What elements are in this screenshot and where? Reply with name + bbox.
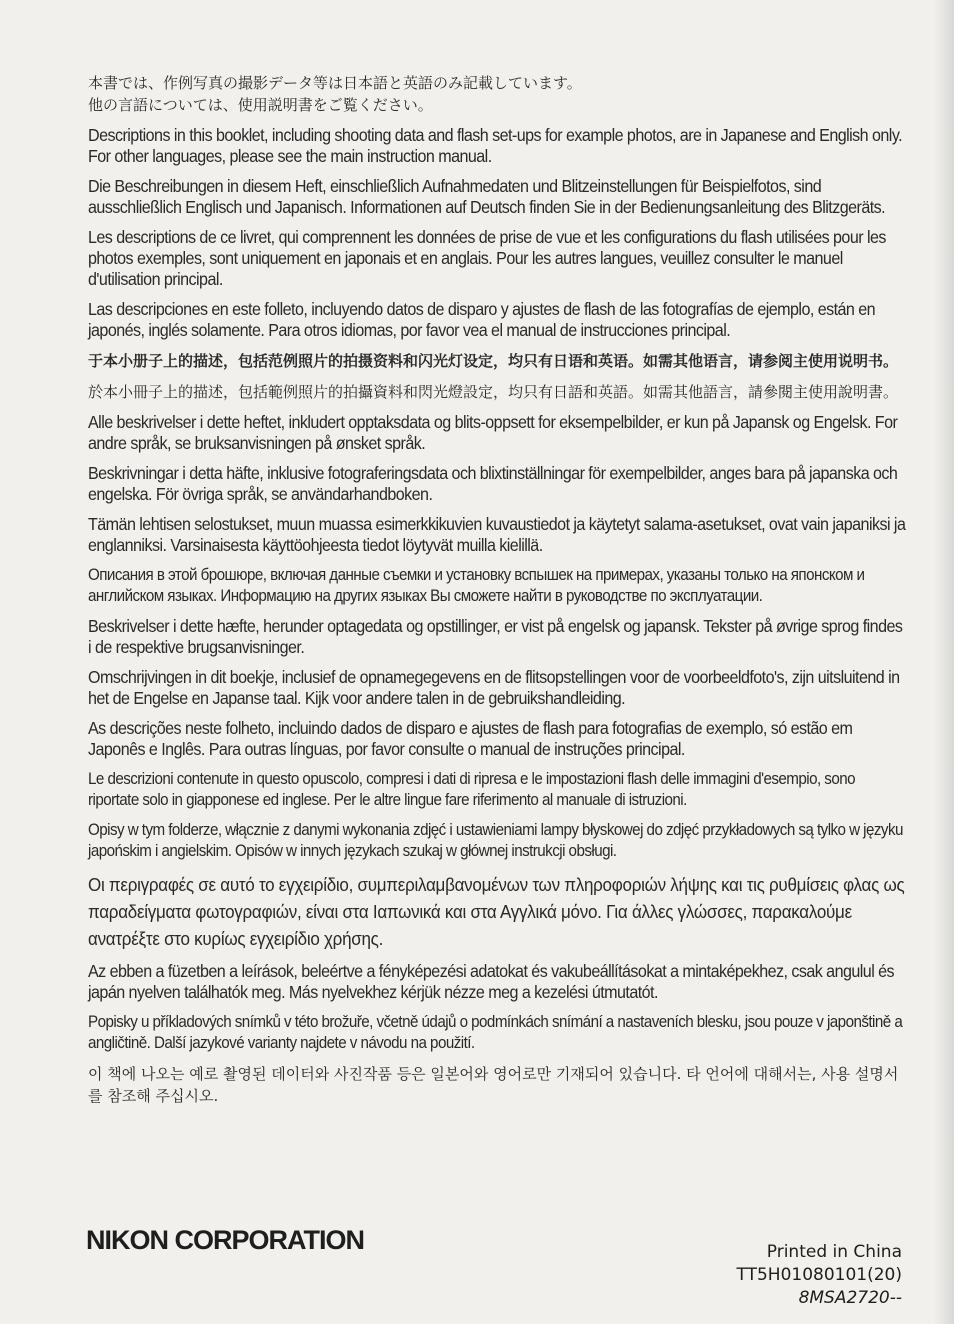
company-name: NIKON CORPORATION xyxy=(86,1225,364,1255)
paragraph-chinese-traditional: 於本小冊子上的描述，包括範例照片的拍攝資料和閃光燈設定，均只有日語和英語。如需其他語言，請參閱主使用說明書。 xyxy=(88,383,899,401)
paragraph-greek: Οι περιγραφές σε αυτό το εγχειρίδιο, συμπεριλαμβανομένων των πληροφοριών λήψης και τις ρυθμίσεις φλας ως παραδείγματα φωτογραφιών, είναι στα Ιαπωνικά και στα Αγγλικά μόνο. Για άλλες γλώσσες, παρακαλούμε ανατρέξτε στο κυρίως εγχειρίδιο χρήσης. xyxy=(88,874,905,949)
document-code: TT5H01080101(20) xyxy=(736,1265,902,1285)
paragraph-dutch: Omschrijvingen in dit boekje, inclusief de opnamegegevens en de flitsopstellingen voor de voorbeeldfoto's, zijn uitsluitend in het de Engelse en Japanse taal. Kijk voor andere talen in de gebruikshandleiding. xyxy=(88,667,900,708)
notice-body xyxy=(88,72,906,1116)
paragraph-korean: 이 책에 나오는 예로 촬영된 데이터와 사진작품 등은 일본어와 영어로만 기재되어 있습니다. 타 언어에 대해서는, 사용 설명서를 참조해 주십시오. xyxy=(88,1065,899,1105)
paragraph-japanese: 本書では、作例写真の撮影データ等は日本語と英語のみ記載しています。 他の言語については、使用説明書をご覧ください。 xyxy=(88,74,582,114)
paragraph-hungarian: Az ebben a füzetben a leírások, beleértve a fényképezési adatokat és vakubeállításokat a mintaképekhez, csak angulul és japán nyelven találhatók meg. Más nyelvekhez kérjük nézze meg a kezelési útmutatót. xyxy=(88,961,895,1002)
imprint-block xyxy=(737,1241,903,1310)
paragraph-german: Die Beschreibungen in diesem Heft, einschließlich Aufnahmedaten und Blitzeinstellungen für Beispielfotos, sind ausschließlich Englisch und Japanisch. Informationen auf Deutsch finden Sie in der Bedienungsanleitung des Blitzgeräts. xyxy=(88,176,886,217)
paragraph-finnish: Tämän lehtisen selostukset, muun muassa esimerkkikuvien kuvaustiedot ja käytetyt salama-asetukset, ovat vain japaniksi ja englanniksi. Varsinaisesta käyttöohjeesta tiedot löytyvät muilla kielillä. xyxy=(88,514,906,555)
paragraph-norwegian: Alle beskrivelser i dette heftet, inkludert opptaksdata og blits-oppsett for eksempelbilder, er kun på Japansk og Engelsk. For andre språk, se bruksanvisningen på ønsket språk. xyxy=(88,412,898,453)
print-code: 8MSA2720-- xyxy=(798,1288,902,1308)
paragraph-danish: Beskrivelser i dette hæfte, herunder optagedata og opstillinger, er vist på engelsk og japansk. Tekster på øvrige sprog findes i de respektive brugsanvisninger. xyxy=(88,616,903,657)
paragraph-english: Descriptions in this booklet, including shooting data and flash set-ups for example photos, are in Japanese and English only. For other languages, please see the main instruction manual. xyxy=(88,125,903,166)
paragraph-russian: Описания в этой брошюре, включая данные съемки и установку вспышек на примерах, указаны только на японском и английском языках. Информацию на других языках Вы сможете найти в руководстве по эксплуатации. xyxy=(88,566,865,605)
paragraph-polish: Opisy w tym folderze, włącznie z danymi wykonania zdjęć i ustawieniami lampy błyskowej do zdjęć przykładowych są tylko w języku japońskim i angielskim. Opisów w innych językach szukaj w głównej instrukcji obsługi. xyxy=(88,821,903,860)
paragraph-portuguese: As descrições neste folheto, incluindo dados de disparo e ajustes de flash para fotografias de exemplo, só estão em Japonês e Inglês. Para outras línguas, por favor consulte o manual de instruções principal. xyxy=(88,718,853,759)
paragraph-swedish: Beskrivningar i detta häfte, inklusive fotograferingsdata och blixtinställningar för exempelbilder, anges bara på japanska och engelska. För övriga språk, se användarhandboken. xyxy=(88,463,898,504)
paragraph-czech: Popisky u příkladových snímků v této brožuře, včetně údajů o podmínkách snímání a nastaveních blesku, jsou pouze v japonštině a angličtině. Další jazykové varianty najdete v návodu na použití. xyxy=(88,1013,903,1052)
page-edge-shadow xyxy=(934,0,954,1324)
printed-in-label: Printed in China xyxy=(766,1242,902,1262)
paragraph-italian: Le descrizioni contenute in questo opuscolo, compresi i dati di ripresa e le impostazioni flash delle immagini d'esempio, sono riportate solo in giapponese ed inglese. Per le altre lingue fare riferimento al manuale di istruzioni. xyxy=(88,770,856,809)
paragraph-spanish: Las descripciones en este folleto, incluyendo datos de disparo y ajustes de flash de las fotografías de ejemplo, están en japonés, inglés solamente. Para otros idiomas, por favor vea el manual de instrucciones principal. xyxy=(88,299,876,340)
paragraph-french: Les descriptions de ce livret, qui comprennent les données de prise de vue et les configurations du flash utilisées pour les photos exemples, sont uniquement en japonais et en anglais. Pour les autres langues, veuillez consulter le manuel d'utilisation principal. xyxy=(88,227,886,289)
paragraph-chinese-simplified: 于本小册子上的描述，包括范例照片的拍摄资料和闪光灯设定，均只有日语和英语。如需其他语言，请参阅主使用说明书。 xyxy=(88,352,899,370)
